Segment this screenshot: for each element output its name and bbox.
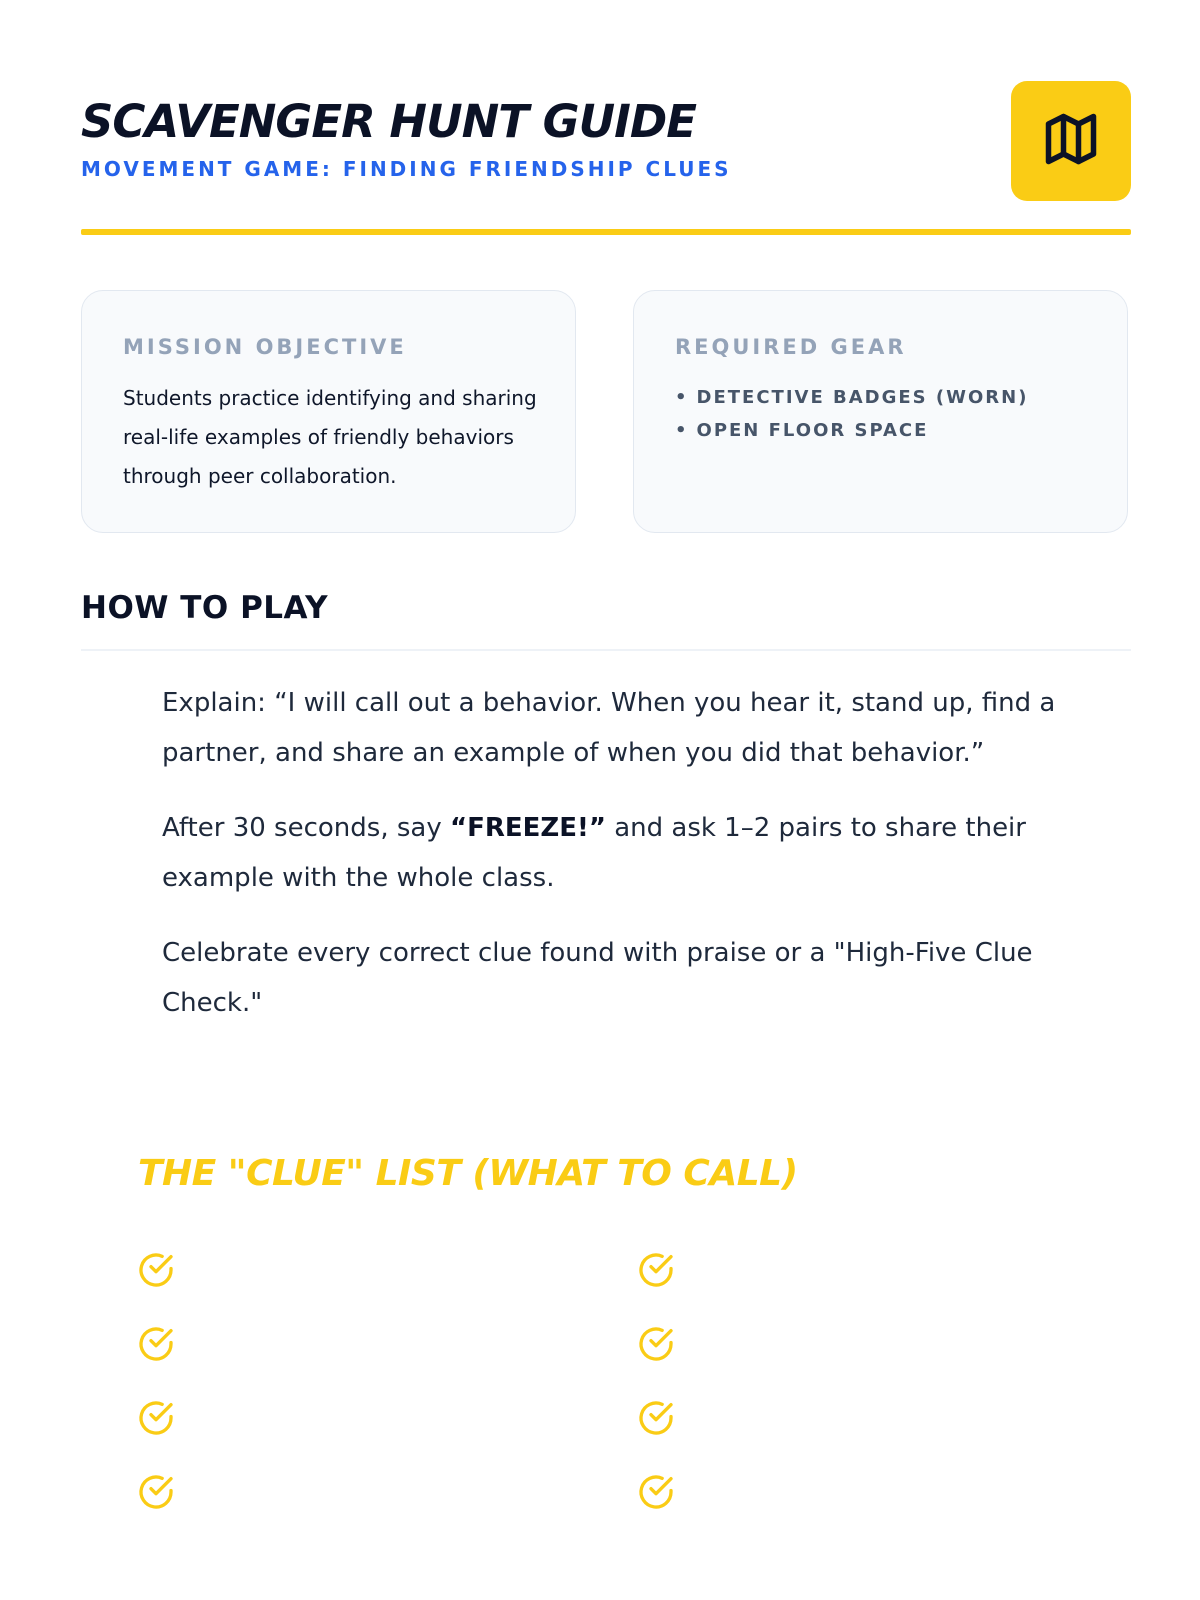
clue-item — [136, 1472, 176, 1512]
check-circle-icon — [136, 1398, 176, 1438]
required-gear-card — [633, 290, 1128, 533]
header — [81, 81, 1131, 201]
page-subtitle: MOVEMENT GAME: FINDING FRIENDSHIP CLUES — [81, 157, 732, 181]
page-title: SCAVENGER HUNT GUIDE — [81, 95, 696, 148]
check-circle-icon — [636, 1324, 676, 1364]
map-icon — [1041, 109, 1101, 174]
required-gear-list — [675, 381, 1028, 447]
clue-item — [636, 1324, 676, 1364]
step-2-text-end: and ask 1–2 pairs to share their example with the whole class. — [162, 813, 1026, 893]
clue-item — [636, 1398, 676, 1438]
gear-item: • OPEN FLOOR SPACE — [675, 414, 1028, 447]
map-badge — [1011, 81, 1131, 201]
clue-item — [136, 1324, 176, 1364]
clue-item — [636, 1250, 676, 1290]
check-circle-icon — [136, 1250, 176, 1290]
how-to-play-heading: HOW TO PLAY — [81, 590, 329, 626]
header-divider — [81, 229, 1131, 235]
clue-list — [136, 1250, 1136, 1520]
step-3: Celebrate every correct clue found with praise or a "High-Five Clue Check." — [162, 938, 1033, 1018]
step-2-emphasis: “FREEZE!” — [449, 813, 606, 843]
clue-item — [636, 1472, 676, 1512]
mission-objective-heading: MISSION OBJECTIVE — [123, 335, 407, 359]
how-to-play-steps — [162, 678, 1112, 1053]
clue-item — [136, 1398, 176, 1438]
section-divider — [81, 649, 1131, 651]
clue-list-heading: THE "CLUE" LIST (WHAT TO CALL) — [138, 1153, 798, 1194]
step-2-text-start: After 30 seconds, say — [162, 813, 450, 843]
step-2 — [162, 803, 1112, 903]
check-circle-icon — [136, 1472, 176, 1512]
gear-item: • DETECTIVE BADGES (WORN) — [675, 381, 1028, 414]
required-gear-heading: REQUIRED GEAR — [675, 335, 907, 359]
check-circle-icon — [636, 1472, 676, 1512]
mission-objective-text: Students practice identifying and sharing real-life examples of friendly behaviors through peer collaboration. — [123, 386, 537, 488]
clue-item — [136, 1250, 176, 1290]
step-1: Explain: “I will call out a behavior. When you hear it, stand up, find a partner, and share an example of when you did that behavior.” — [162, 688, 1056, 768]
mission-objective-card — [81, 290, 576, 533]
check-circle-icon — [636, 1250, 676, 1290]
guide-page — [81, 0, 1131, 1600]
check-circle-icon — [136, 1324, 176, 1364]
check-circle-icon — [636, 1398, 676, 1438]
